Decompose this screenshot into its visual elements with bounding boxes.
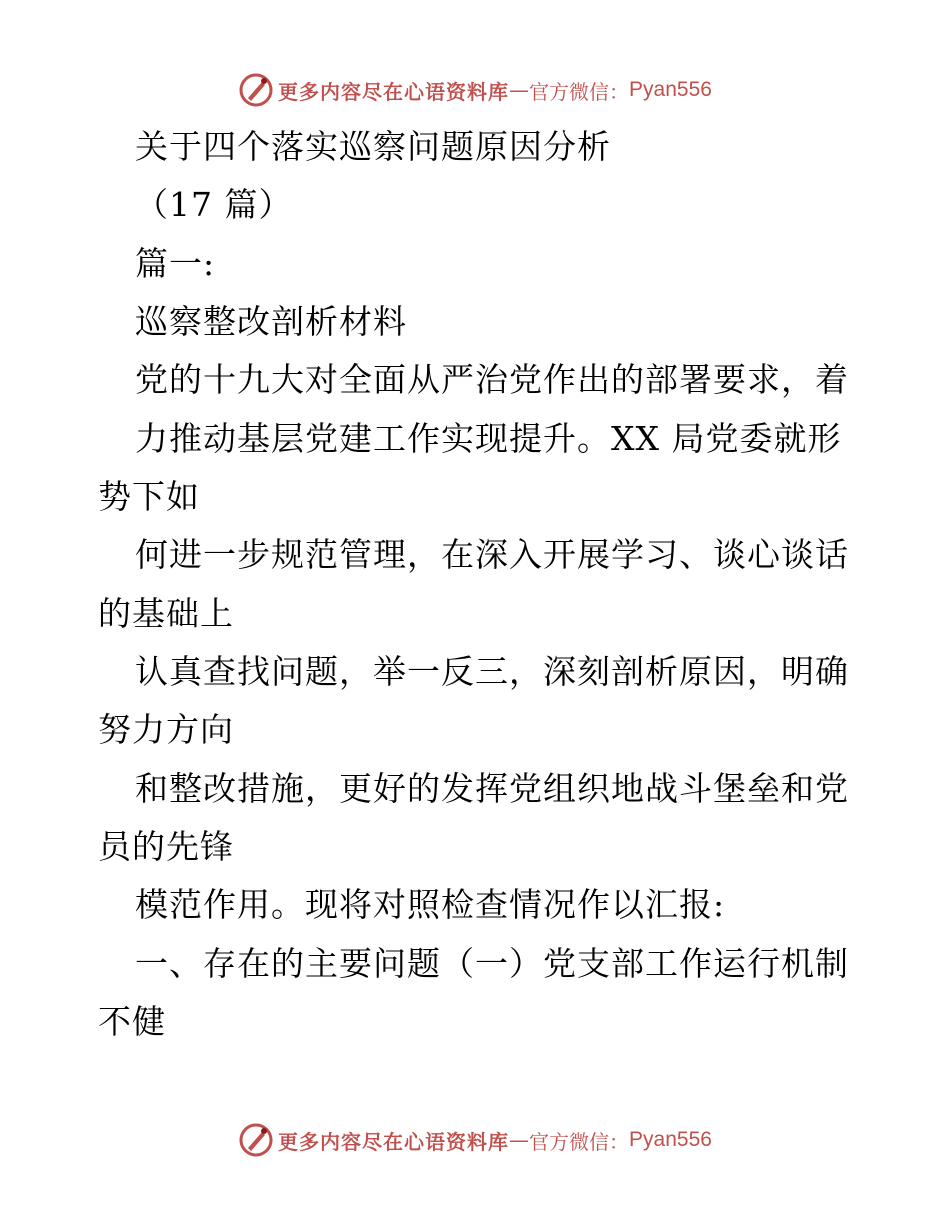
watermark-account: Pyan556 — [629, 78, 712, 101]
body-line: 认真查找问题，举一反三，深刻剖析原因，明确 — [135, 652, 849, 691]
document-subtitle: （17 篇） — [135, 185, 293, 224]
body-line: 何进一步规范管理，在深入开展学习、谈心谈话 — [135, 535, 849, 574]
body-line: 员的先锋 — [98, 827, 234, 866]
header-watermark-banner — [0, 70, 950, 110]
watermark-wechat-label: 官方微信： — [529, 1129, 630, 1154]
section-label: 篇一: — [135, 244, 216, 283]
watermark-account: Pyan556 — [629, 1128, 712, 1151]
watermark-brand-text: 更多内容尽在心语资料库 — [278, 79, 510, 104]
pen-logo-icon — [238, 1122, 274, 1158]
watermark-dash: — — [509, 78, 530, 102]
body-line: 势下如 — [98, 477, 200, 516]
body-line: 力推动基层党建工作实现提升。XX 局党委就形 — [135, 419, 842, 458]
section-heading: 巡察整改剖析材料 — [135, 302, 407, 341]
body-line: 的基础上 — [98, 594, 234, 633]
watermark-dash: — — [509, 1128, 530, 1152]
body-line: 努力方向 — [98, 710, 234, 749]
watermark-brand-text: 更多内容尽在心语资料库 — [278, 1129, 510, 1154]
body-line: 和整改措施，更好的发挥党组织地战斗堡垒和党 — [135, 769, 849, 808]
watermark-wechat-label: 官方微信： — [529, 79, 630, 104]
body-line: 党的十九大对全面从严治党作出的部署要求，着 — [135, 360, 849, 399]
document-title: 关于四个落实巡察问题原因分析 — [135, 127, 611, 166]
footer-watermark-banner — [0, 1120, 950, 1160]
body-line: 不健 — [98, 1002, 166, 1041]
pen-logo-icon — [238, 72, 274, 108]
body-line: 模范作用。现将对照检查情况作以汇报: — [135, 885, 726, 924]
body-line: 一、存在的主要问题（一）党支部工作运行机制 — [135, 944, 849, 983]
